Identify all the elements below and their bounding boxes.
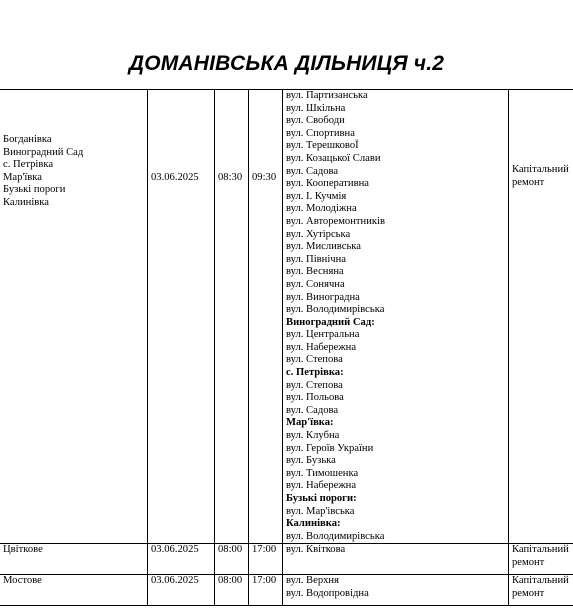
street-group-heading: Бузькі пороги: xyxy=(286,493,357,504)
street-item: вул. Партизанська xyxy=(286,90,368,101)
localities-cell xyxy=(0,90,148,544)
time-to-cell: 17:00 xyxy=(249,575,283,606)
street-item: вул. Набережна xyxy=(286,480,357,492)
table-row xyxy=(0,544,573,575)
street-item: вул. Козацької Слави xyxy=(286,152,381,164)
time-from-cell: 08:00 xyxy=(215,575,249,606)
locality: с. Петрівка xyxy=(3,159,54,171)
street-item: вул. Героїв України xyxy=(286,442,374,454)
street-item: вул. Бузька xyxy=(286,455,336,467)
work-type-line: Капітальний xyxy=(512,544,569,556)
street-item: вул. Володимирівська xyxy=(286,530,385,542)
street-group-heading: Калинівка: xyxy=(286,518,341,530)
work-type-cell xyxy=(509,90,573,544)
street-group-heading: с. Петрівка: xyxy=(286,367,344,379)
street-item: вул. Квіткова xyxy=(286,544,346,556)
street-item: вул. Виноградна xyxy=(286,291,360,303)
table-row xyxy=(0,575,573,606)
work-type-line: Капітальний xyxy=(512,575,569,587)
work-type-cell xyxy=(509,575,573,606)
street-item: вул. Мар'івська xyxy=(286,505,355,517)
time-to-cell: 17:00 xyxy=(249,544,283,575)
localities-cell xyxy=(0,544,148,575)
street-item: вул. Свободи xyxy=(286,115,345,127)
streets-cell xyxy=(283,575,509,606)
street-item: вул. Польова xyxy=(286,392,344,404)
time-from-cell: 08:30 xyxy=(215,90,249,544)
street-item: вул. Степова xyxy=(286,379,343,391)
outage-schedule-table xyxy=(0,89,573,606)
street-item: вул. Хутірська xyxy=(286,228,351,240)
work-type-line: ремонт xyxy=(512,176,545,188)
locality: Калинівка xyxy=(3,196,49,208)
time-from-cell: 08:00 xyxy=(215,544,249,575)
street-item: вул. Мисливська xyxy=(286,241,361,253)
street-item: вул. Весняна xyxy=(286,266,344,278)
street-item: вул. Центральна xyxy=(286,329,360,341)
locality: Мостове xyxy=(3,575,42,587)
street-item: вул. Молодіжна xyxy=(286,203,357,215)
locality: Богданівка xyxy=(3,134,52,145)
street-item: вул. Авторемонтників xyxy=(286,215,385,227)
localities-cell xyxy=(0,575,148,606)
date-cell: 03.06.2025 xyxy=(148,90,215,544)
street-item: вул. І. Кучмія xyxy=(286,190,347,202)
streets-cell xyxy=(283,90,509,544)
street-item: вул. Кооперативна xyxy=(286,178,369,190)
locality: Виноградний Сад xyxy=(3,146,84,158)
street-item: вул. Садова xyxy=(286,165,339,177)
work-type-line: Капітальний xyxy=(512,164,569,175)
locality: Мар'ївка xyxy=(3,171,42,183)
street-item: вул. Сонячна xyxy=(286,278,345,290)
street-item: вул. Шкільна xyxy=(286,102,346,114)
date-cell: 03.06.2025 xyxy=(148,575,215,606)
street-group-heading: Мар'ївка: xyxy=(286,417,334,429)
street-item: вул. Водопровідна xyxy=(286,587,369,599)
street-item: вул. ТерешковоЇ xyxy=(286,140,359,152)
street-item: вул. Тимошенка xyxy=(286,467,359,479)
street-group-heading: Виноградний Сад: xyxy=(286,316,375,328)
street-item: вул. Володимирівська xyxy=(286,304,385,316)
street-item: вул. Спортивна xyxy=(286,127,355,139)
page-title: ДОМАНІВСЬКА ДІЛЬНИЦЯ ч.2 xyxy=(128,52,445,75)
locality: Цвіткове xyxy=(3,544,43,556)
street-item: вул. Північна xyxy=(286,253,346,265)
street-item: вул. Садова xyxy=(286,404,339,416)
work-type-line: ремонт xyxy=(512,587,545,599)
locality: Бузькі пороги xyxy=(3,184,66,196)
date-cell: 03.06.2025 xyxy=(148,544,215,575)
table-row xyxy=(0,90,573,544)
work-type-line: ремонт xyxy=(512,556,545,568)
street-item: вул. Верхня xyxy=(286,575,339,587)
street-item: вул. Набережна xyxy=(286,341,357,353)
work-type-cell xyxy=(509,544,573,575)
streets-cell xyxy=(283,544,509,575)
time-to-cell: 09:30 xyxy=(249,90,283,544)
street-item: вул. Степова xyxy=(286,354,343,366)
street-item: вул. Клубна xyxy=(286,430,340,442)
